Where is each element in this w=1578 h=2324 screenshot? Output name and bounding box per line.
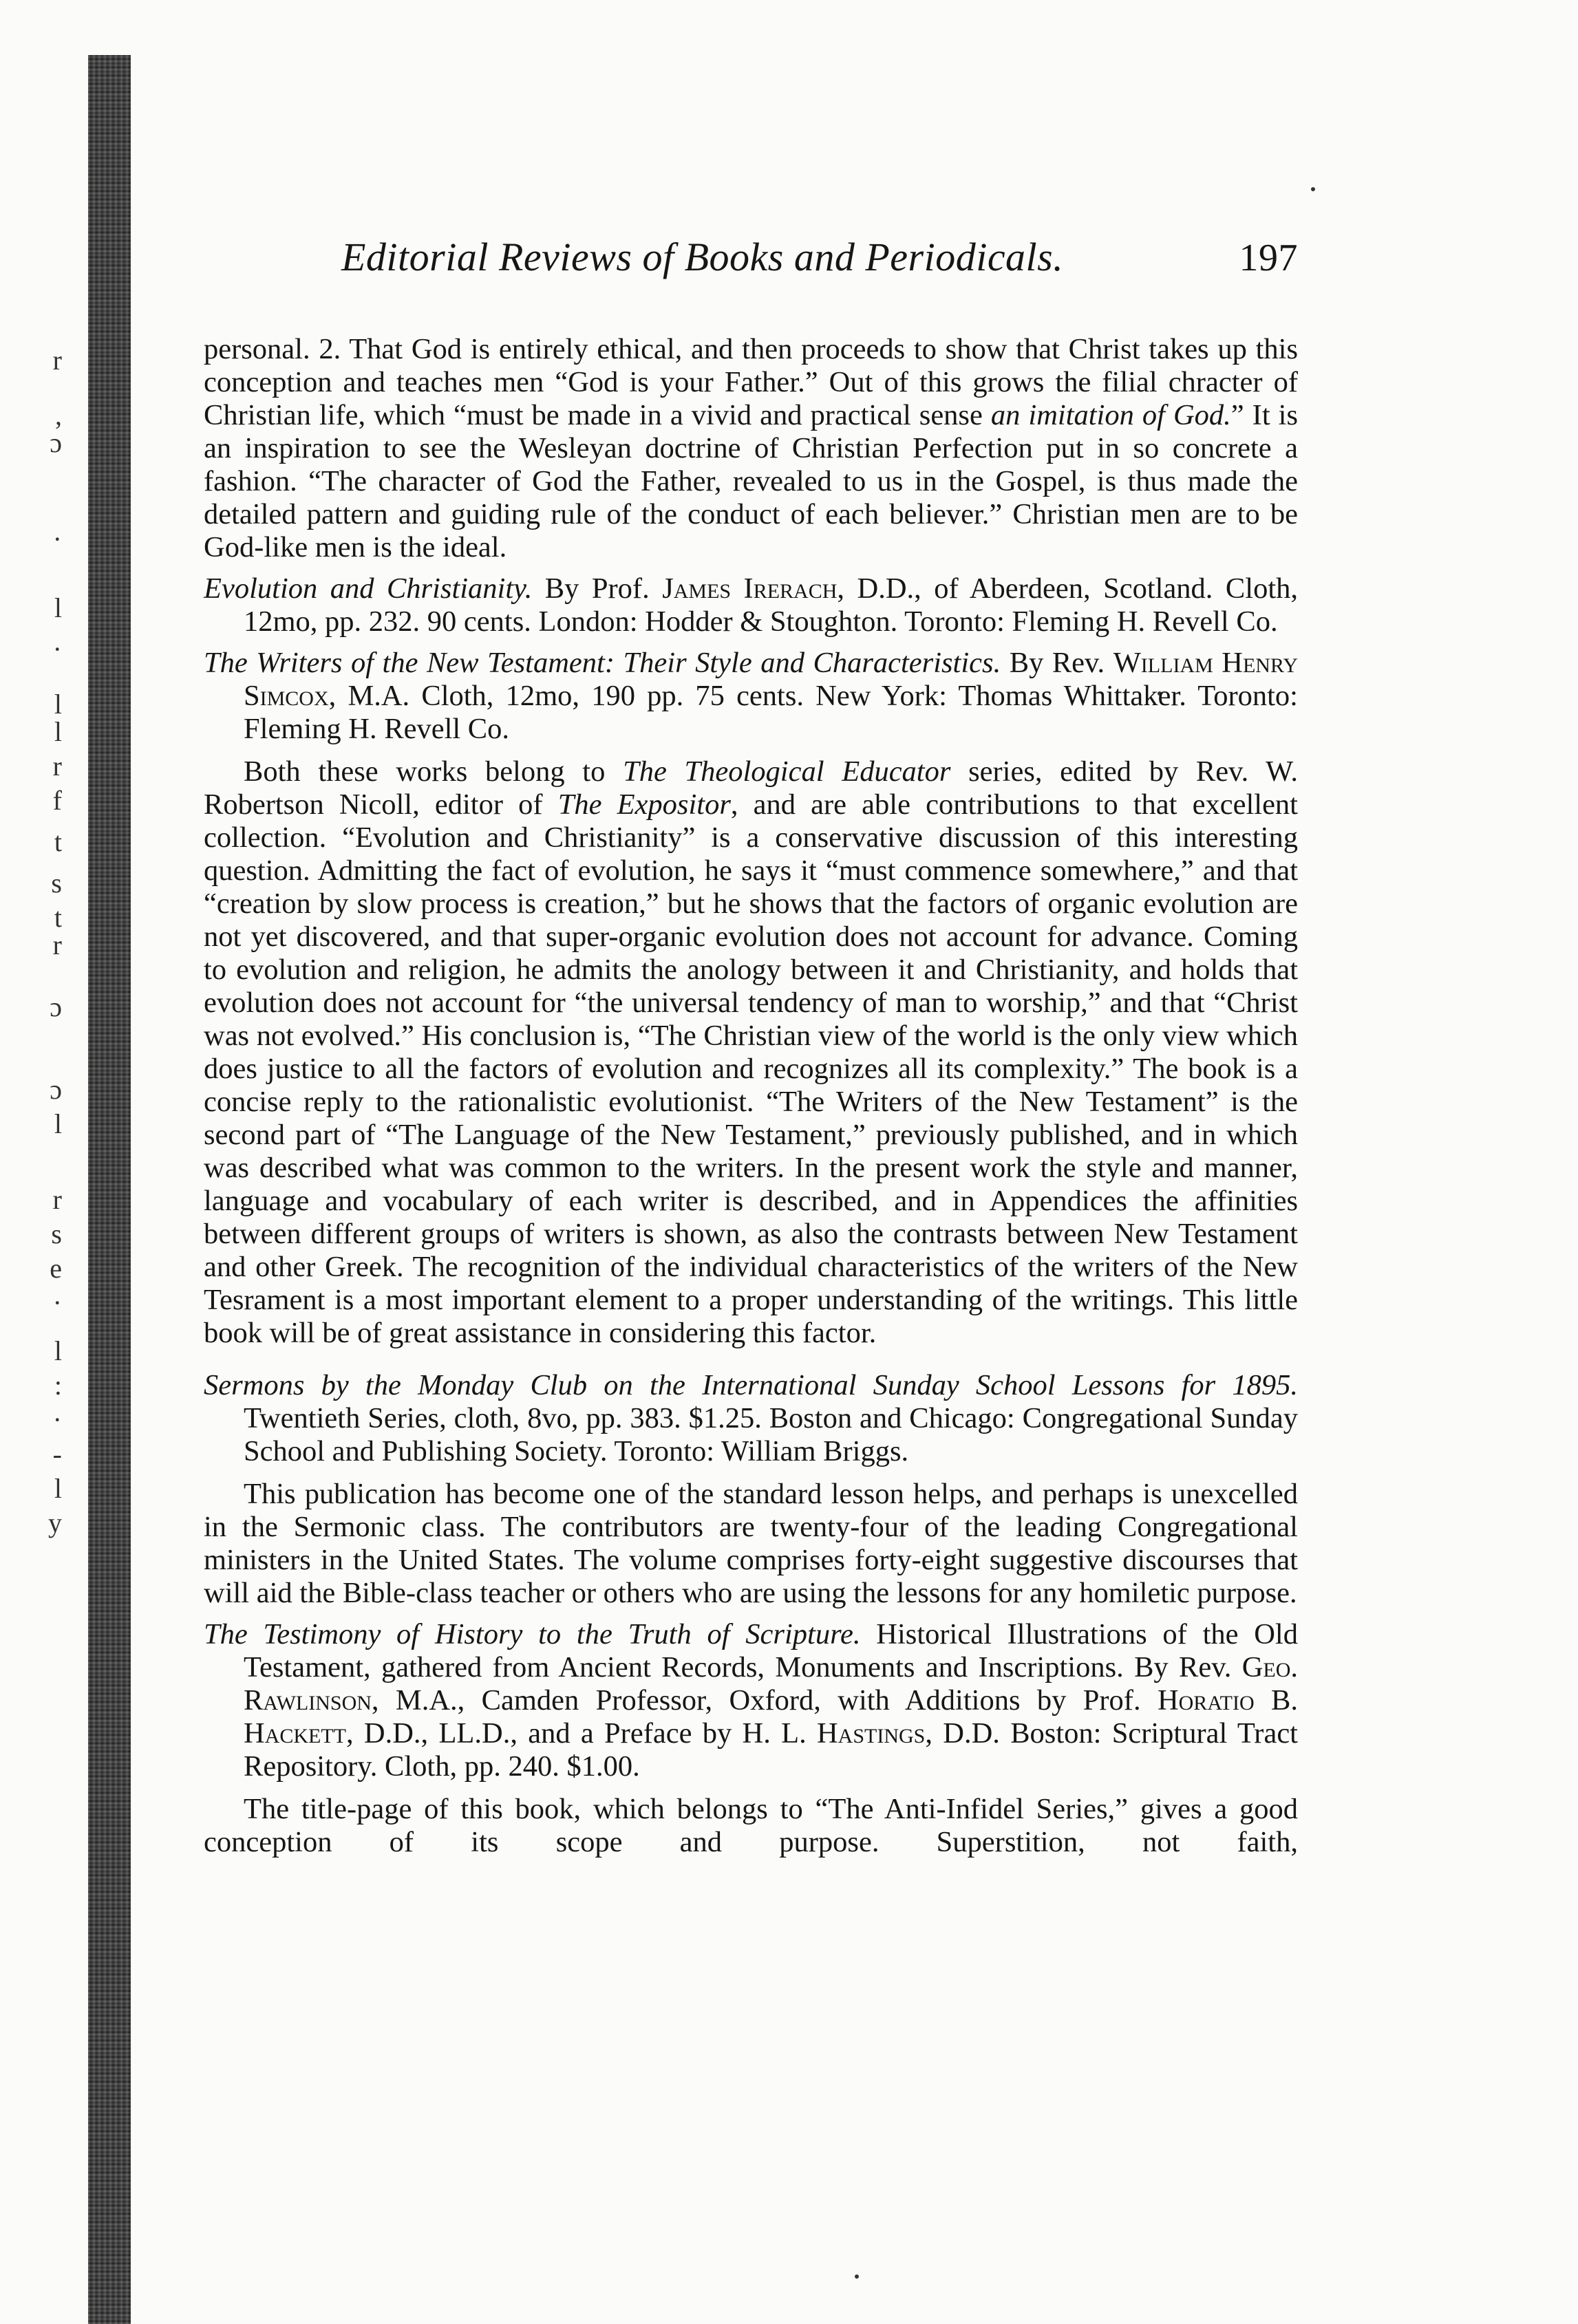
bleed-character: s	[51, 1218, 62, 1249]
binding-gutter-shadow	[88, 55, 131, 2324]
paragraph-continuation: personal. 2. That God is entirely ethical, and then proceeds to show that Christ takes up this conception and teaches men “God is your Father.” Out of this grows the filial chracter of Christian life, which “must be made in a vivid and practical sense an imitation of God.” It is an inspiration to see the Wesleyan doctrine of Christian Perfection put in so concrete a fashion. “The character of God the Father, revealed to us in the Gospel, is thus made the detailed pattern and guiding rule of the conduct of each believer.” Christian men are to be God-like men is the ideal.	[204, 333, 1298, 563]
bleed-character: ·	[52, 1287, 62, 1318]
article-body	[204, 333, 1298, 1859]
book-title: The Writers of the New Testament: Their Style and Characteristics.	[204, 647, 1001, 679]
bleed-character: t	[54, 902, 62, 933]
bleed-character: t	[54, 826, 62, 857]
ink-speck	[855, 2274, 859, 2279]
book-title: Evolution and Christianity.	[204, 572, 533, 605]
book-author: Hastings	[816, 1717, 926, 1750]
book-title: Sermons by the Monday Club on the International Sunday School Lessons for 1895.	[204, 1369, 1298, 1401]
bleed-character: ɔ	[50, 427, 62, 458]
bleed-character: s	[51, 868, 62, 899]
bleed-character: r	[52, 1184, 62, 1215]
book-author: James Irerach	[662, 572, 838, 605]
book-author: Horatio B. Hackett	[244, 1684, 1298, 1750]
bleed-character: -	[52, 1439, 62, 1470]
bleed-character: r	[52, 751, 62, 782]
running-head-title: Editorial Reviews of Books and Periodicals.	[341, 235, 1064, 279]
book-entry-sermons: Sermons by the Monday Club on the International Sunday School Lessons for 1895. Twentieth Series, cloth, 8vo, pp. 383. $1.25. Boston and Chicago: Congregational Sunday School and Publishing Society. Toronto: William Briggs.	[204, 1369, 1298, 1467]
running-head	[204, 234, 1298, 310]
bleed-character: l	[54, 1473, 62, 1504]
bleed-character: l	[54, 716, 62, 747]
bleed-character: l	[54, 689, 62, 720]
bleed-character: f	[52, 785, 62, 816]
book-entry-testimony: The Testimony of History to the Truth of Scripture. Historical Illustrations of the Old Testament, gathered from Ancient Records, Monuments and Inscriptions. By Rev. Geo. Rawlinson, M.A., Camden Professor, Oxford, with Additions by Prof. Horatio B. Hackett, D.D., LL.D., and a Preface by H. L. Hastings, D.D. Boston: Scriptural Tract Repository. Cloth, pp. 240. $1.00.	[204, 1618, 1298, 1783]
book-entry-evolution: Evolution and Christianity. By Prof. James Irerach, D.D., of Aberdeen, Scotland. Cloth, 12mo, pp. 232. 90 cents. London: Hodder & Stoughton. Toronto: Fleming H. Revell Co.	[204, 572, 1299, 638]
page-number: 197	[1239, 237, 1298, 279]
margin-bleed-through	[0, 0, 86, 2324]
bleed-character: y	[48, 1507, 62, 1538]
review-paragraph: Both these works belong to The Theological Educator series, edited by Rev. W. Robertson Nicoll, editor of The Expositor, and are able contributions to that excellent collection. “Evolution and Christianity” is a conservative discussion of this interesting question. Admitting the fact of evolution, he says it “must commence somewhere,” and that “creation by slow process is creation,” but he shows that the factors of organic evolution are not yet discovered, and that super-organic evolution does not account for advance. Coming to evolution and religion, he admits the anology between it and Christianity, and holds that evolution does not account for “the universal tendency of man to worship,” and that “Christ was not evolved.” His conclusion is, “The Christian view of the world is the only view which does justice to all the factors of evolution and recognizes all its complexity.” The book is a concise reply to the rationalistic evolutionist. “The Writers of the New Testament” is the second part of “The Language of the New Testament,” previously published, and in which was described what was common to the writers. In the present work the style and manner, language and vocabulary of each writer is described, and in Appendices the affinities between different groups of writers is shown, as also the contrasts between New Testament and other Greek. The recognition of the individual characteristics of the writers of the New Tesrament is a most important element to a proper understanding of the writings. This little book will be of great assistance in considering this factor.	[204, 755, 1298, 1349]
book-entry-writers: The Writers of the New Testament: Their Style and Characteristics. By Rev. William Henry Simcox, M.A. Cloth, 12mo, 190 pp. 75 cents. New York: Thomas Whittaker. Toronto: Fleming H. Revell Co.	[204, 647, 1298, 745]
bleed-character: l	[54, 1108, 62, 1139]
bleed-character: r	[52, 929, 62, 960]
bleed-character: ·	[52, 524, 62, 555]
bleed-character: r	[52, 345, 62, 376]
bleed-character: e	[50, 1253, 62, 1284]
bleed-character: l	[54, 592, 62, 623]
ink-speck	[1311, 187, 1315, 191]
bleed-character: l	[54, 1335, 62, 1366]
bleed-character: :	[54, 1370, 62, 1401]
book-author: Geo. Rawlinson	[244, 1651, 1298, 1717]
book-author: William Henry Simcox	[244, 647, 1298, 712]
bleed-character: ɔ	[50, 1074, 62, 1105]
review-paragraph: The title-page of this book, which belongs to “The Anti-Infidel Series,” gives a good conception of its scope and purpose. Superstition, not faith,	[204, 1793, 1298, 1858]
bleed-character: ·	[52, 634, 62, 665]
bleed-character: ·	[52, 1404, 62, 1435]
review-paragraph: This publication has become one of the standard lesson helps, and perhaps is unexcelled in the Sermonic class. The contributors are twenty-four of the leading Congregational ministers in the United States. The volume comprises forty-eight suggestive discourses that will aid the Bible-class teacher or others who are using the lessons for any homiletic purpose.	[204, 1478, 1298, 1609]
page-content	[204, 234, 1298, 1859]
bleed-character: ɔ	[50, 991, 62, 1022]
book-title: The Testimony of History to the Truth of Scripture.	[204, 1618, 861, 1650]
bleed-character: ,	[55, 400, 62, 431]
